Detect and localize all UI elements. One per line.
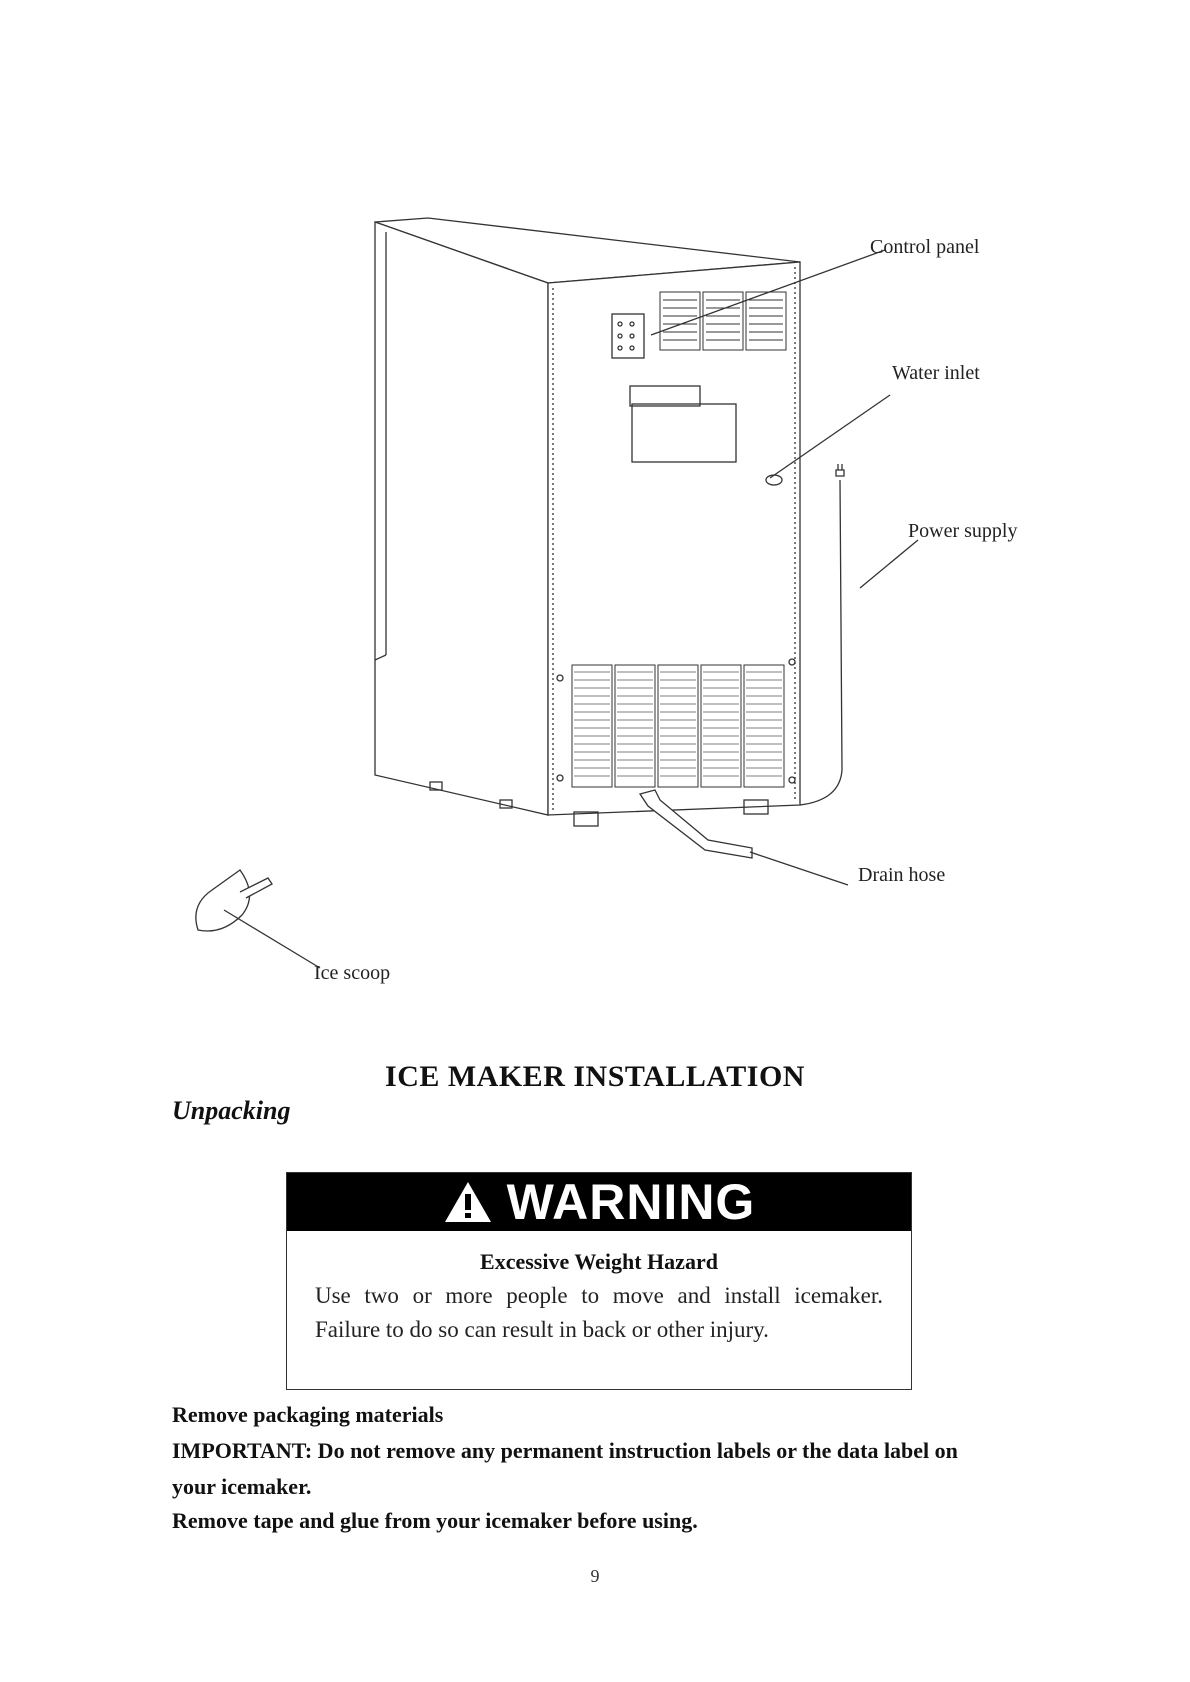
leader-ice-scoop [224, 910, 320, 968]
page-title: ICE MAKER INSTALLATION [385, 1060, 805, 1093]
ice-scoop-drawing [196, 870, 250, 931]
section-subtitle: Unpacking [172, 1096, 291, 1125]
instruction-remove-tape: Remove tape and glue from your icemaker before using. [172, 1508, 698, 1533]
hazard-title: Excessive Weight Hazard [480, 1249, 718, 1274]
instruction-important: IMPORTANT: Do not remove any permanent instruction labels or the data label on [172, 1438, 958, 1463]
hazard-text-line: Failure to do so can result in back or other injury. [315, 1317, 769, 1342]
instruction-important-cont: your icemaker. [172, 1474, 312, 1499]
label-power-supply: Power supply [908, 520, 1018, 542]
page-number: 9 [590, 1566, 600, 1586]
label-control-panel: Control panel [870, 236, 980, 258]
control-panel-plate [612, 314, 644, 358]
instruction-remove-packaging: Remove packaging materials [172, 1402, 444, 1427]
leader-power-supply [860, 540, 918, 588]
label-ice-scoop: Ice scoop [314, 962, 391, 984]
warning-triangle-icon [443, 1180, 493, 1224]
warning-word: WARNING [506, 1174, 756, 1230]
warning-banner [287, 1173, 911, 1231]
warning-box [286, 1172, 912, 1390]
hazard-text-line: Use two or more people to move and install icemaker. [315, 1283, 883, 1308]
leader-drain-hose [750, 852, 848, 885]
label-drain-hose: Drain hose [858, 864, 946, 886]
power-cord [800, 480, 842, 805]
label-water-inlet: Water inlet [892, 362, 980, 384]
